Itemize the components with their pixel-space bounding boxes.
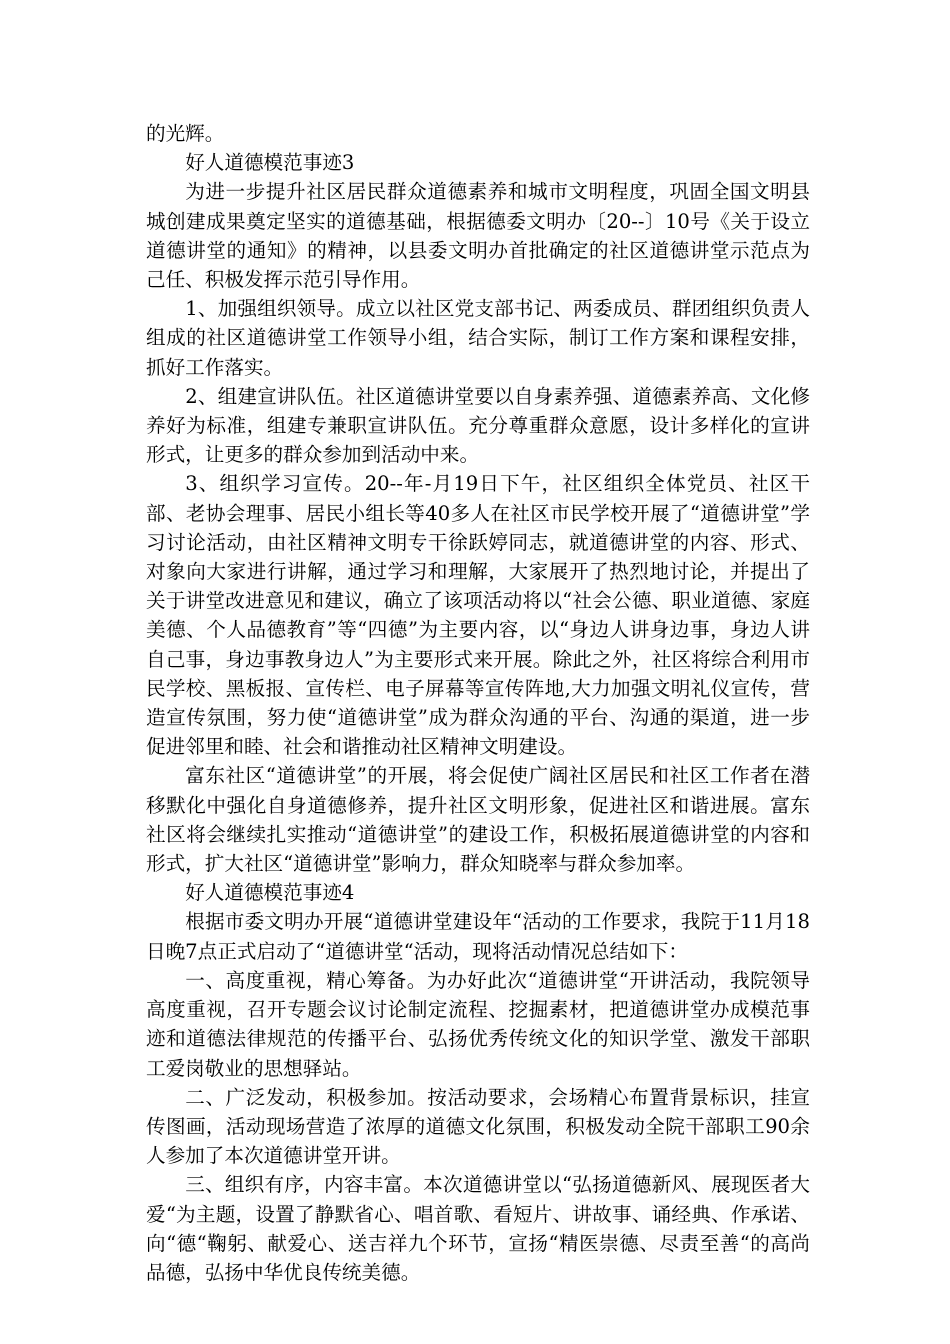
paragraph-item-1: 1、加强组织领导。成立以社区党支部书记、两委成员、群团组织负责人组成的社区道德讲堂工作领导小组，结合实际，制订工作方案和课程安排，抓好工作落实。 — [146, 297, 810, 379]
section-heading-3: 好人道德模范事迹3 — [185, 151, 355, 175]
paragraph-intro-4: 根据市委文明办开展“道德讲堂建设年“活动的工作要求，我院于11月18日晚7点正式启动了“道德讲堂“活动，现将活动情况总结如下： — [146, 910, 810, 963]
paragraph-intro-3: 为进一步提升社区居民群众道德素养和城市文明程度，巩固全国文明县城创建成果奠定坚实的道德基础，根据德委文明办〔20--〕10号《关于设立道德讲堂的通知》的精神，以县委文明办首批确定的社区道德讲堂示范点为己任、积极发挥示范引导作用。 — [146, 180, 810, 292]
section-heading-4: 好人道德模范事迹4 — [185, 881, 355, 905]
paragraph-item-3: 3、组织学习宣传。20--年-月19日下午，社区组织全体党员、社区干部、老协会理事、居民小组长等40多人在社区市民学校开展了“道德讲堂”学习讨论活动，由社区精神文明专干徐跃婷同志，就道德讲堂的内容、形式、对象向大家进行讲解，通过学习和理解，大家展开了热烈地讨论，并提出了关于讲堂改进意见和建议，确立了该项活动将以“社会公德、职业道德、家庭美德、个人品德教育”等“四德”为主要内容，以“身边人讲身边事，身边人讲自己事，身边事教身边人”为主要形式来开展。除此之外，社区将综合利用市民学校、黑板报、宣传栏、电子屏幕等宣传阵地,大力加强文明礼仪宣传，营造宣传氛围，努力使“道德讲堂”成为群众沟通的平台、沟通的渠道，进一步促进邻里和睦、社会和谐推动社区精神文明建设。 — [146, 472, 810, 759]
paragraph-summary-3: 富东社区“道德讲堂”的开展，将会促使广阔社区居民和社区工作者在潜移默化中强化自身道德修养，提升社区文明形象，促进社区和谐进展。富东社区将会继续扎实推动“道德讲堂”的建设工作，积极拓展道德讲堂的内容和形式，扩大社区“道德讲堂”影响力，群众知晓率与群众参加率。 — [146, 764, 810, 876]
paragraph-continuation: 的光辉。 — [146, 122, 225, 145]
paragraph-item-2: 2、组建宣讲队伍。社区道德讲堂要以自身素养强、道德素养高、文化修养好为标准，组建专兼职宣讲队伍。充分尊重群众意愿，设计多样化的宣讲形式，让更多的群众参加到活动中来。 — [146, 384, 810, 467]
paragraph-point-1: 一、高度重视，精心筹备。为办好此次“道德讲堂“开讲活动，我院领导高度重视，召开专题会议讨论制定流程、挖掘素材，把道德讲堂办成模范事迹和道德法律规范的传播平台、弘扬优秀传统文化的知识学堂、激发干部职工爱岗敬业的思想驿站。 — [146, 968, 810, 1080]
paragraph-point-2: 二、广泛发动，积极参加。按活动要求，会场精心布置背景标识，挂宣传图画，活动现场营造了浓厚的道德文化氛围，积极发动全院干部职工90余人参加了本次道德讲堂开讲。 — [146, 1085, 810, 1168]
paragraph-point-3: 三、组织有序，内容丰富。本次道德讲堂以“弘扬道德新风、展现医者大爱“为主题，设置了静默省心、唱首歌、看短片、讲故事、诵经典、作承诺、向“德“鞠躬、献爱心、送吉祥九个环节，宣扬“精医崇德、尽责至善“的高尚品德，弘扬中华优良传统美德。 — [146, 1173, 810, 1284]
document-body — [146, 119, 810, 1287]
